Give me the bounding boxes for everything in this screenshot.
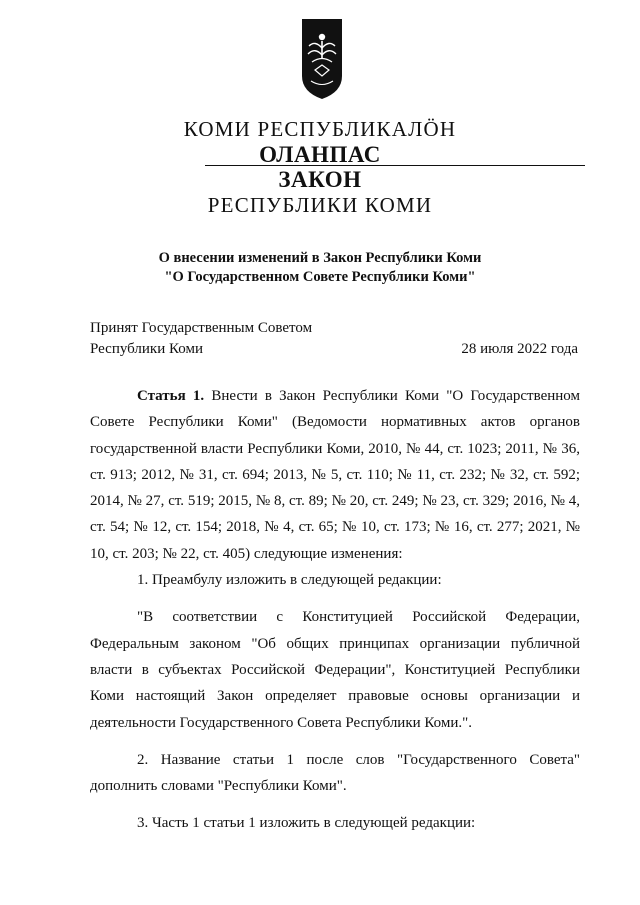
law-title-line-1: О внесении изменений в Закон Республики Коми [158,250,482,266]
article-1-body [90,383,580,837]
adoption-line-1: Принят Государственным Советом [90,320,313,336]
item-1-paragraph: 1. Преамбулу изложить в следующей редакции: [137,572,442,589]
article-1-intro-paragraph [90,383,580,567]
adoption-date: 28 июля 2022 года [461,341,578,357]
header-zakon: ЗАКОН [278,167,362,192]
article-1-label: Статья 1. [137,388,205,404]
item-2-paragraph: 2. Название статьи 1 после слов "Государственного Совета" дополнить словами "Республики Коми". [90,751,580,795]
article-1-intro-text: Внести в Закон Республики Коми "О Государственном Совете Республики Коми" (Ведомости нормативных актов органов государственной власти Республики Коми, 2010, № 44, ст. 1023; 2011, № 36, ст. 913; 2012, № 31, ст. 694; 2013, № 5, ст. 110; № 11, ст. 232; № 32, ст. 592; 2014, № 27, ст. 519; 2015, № 8, ст. 89; № 20, ст. 249; № 23, ст. 329; 2016, № 4, ст. 54; № 12, ст. 154; 2018, № 4, ст. 65; № 10, ст. 173; № 16, ст. 277; 2021, № 10, ст. 203; № 22, ст. 405) следующие изменения: [90,388,581,562]
item-3-paragraph: 3. Часть 1 статьи 1 изложить в следующей редакции: [137,815,476,832]
preamble-quote-paragraph: "В соответствии с Конституцией Российской Федерации, Федеральным законом "Об общих принципах организации публичной власти в субъектах Российской Федерации", Конституцией Республики Коми настоящий Закон определяет правовые основы организации и деятельности Государственного Совета Республики Коми.". [90,609,580,731]
header-respubliki-komi: РЕСПУБЛИКИ КОМИ [207,193,433,217]
adoption-line-2: Республики Коми [90,341,203,357]
header-olanpas: ОЛАНПАС [259,142,381,167]
law-title-line-2: "О Государственном Совете Республики Коми" [164,269,476,285]
header-komi-line: КОМИ РЕСПУБЛИКАЛӦН [183,117,457,141]
header-divider [205,165,585,166]
komi-coat-of-arms-icon [301,18,343,100]
